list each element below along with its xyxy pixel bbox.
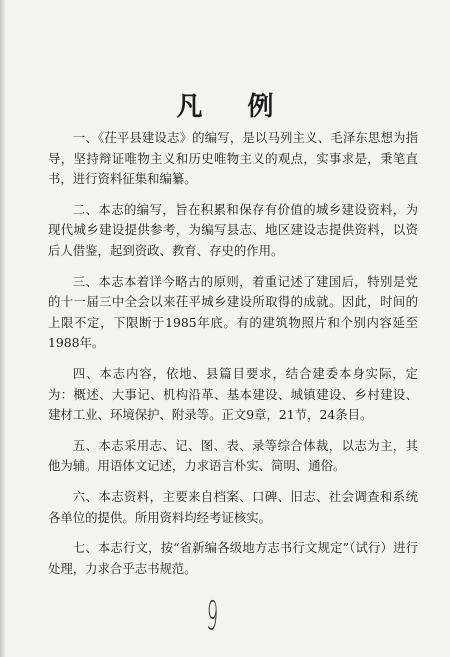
- paragraph-2: 二、本志的编写，旨在积累和保存有价值的城乡建设资料，为现代城乡建设提供参考，为编写县志、地区建设志提供资料，以资后人借鉴，起到资政、教育、存史的作用。: [48, 201, 418, 258]
- paragraph-4: 四、本志内容，依地、县篇目要求，结合建委本身实际，定为：概述、大事记、机构沿革、基本建设、城镇建设、乡村建设、建材工业、环境保护、附录等。正文9章，21节，24条目。: [48, 365, 418, 423]
- page-number: 9: [205, 592, 220, 642]
- paragraph-6: 六、本志资料，主要来自档案、口碑、旧志、社会调查和系统各单位的提供。所用资料均经考证核实。: [48, 488, 418, 525]
- paragraph-1: 一、《茌平县建设志》的编写，是以马列主义、毛泽东思想为指导，坚持辩证唯物主义和历史唯物主义的观点，实事求是，秉笔直书，进行资料征集和编纂。: [48, 130, 418, 187]
- paragraph-5: 五、本志采用志、记、图、表、录等综合体裁，以志为主，其他为辅。用语体文记述，力求语言朴实、简明、通俗。: [48, 437, 418, 474]
- paragraph-3: 三、本志本着详今略古的原则，着重记述了建国后，特别是党的十一届三中全会以来茌平城乡建设所取得的成就。因此，时间的上限不定，下限断于1985年底。有的建筑物照片和个别内容延至1988年。: [48, 273, 418, 351]
- page-title: 凡 例: [176, 92, 292, 122]
- paragraph-7: 七、本志行文，按“省新编各级地方志书行文规定”（试行）进行处理，力求合乎志书规范。: [48, 540, 418, 576]
- notes-body: [48, 128, 418, 589]
